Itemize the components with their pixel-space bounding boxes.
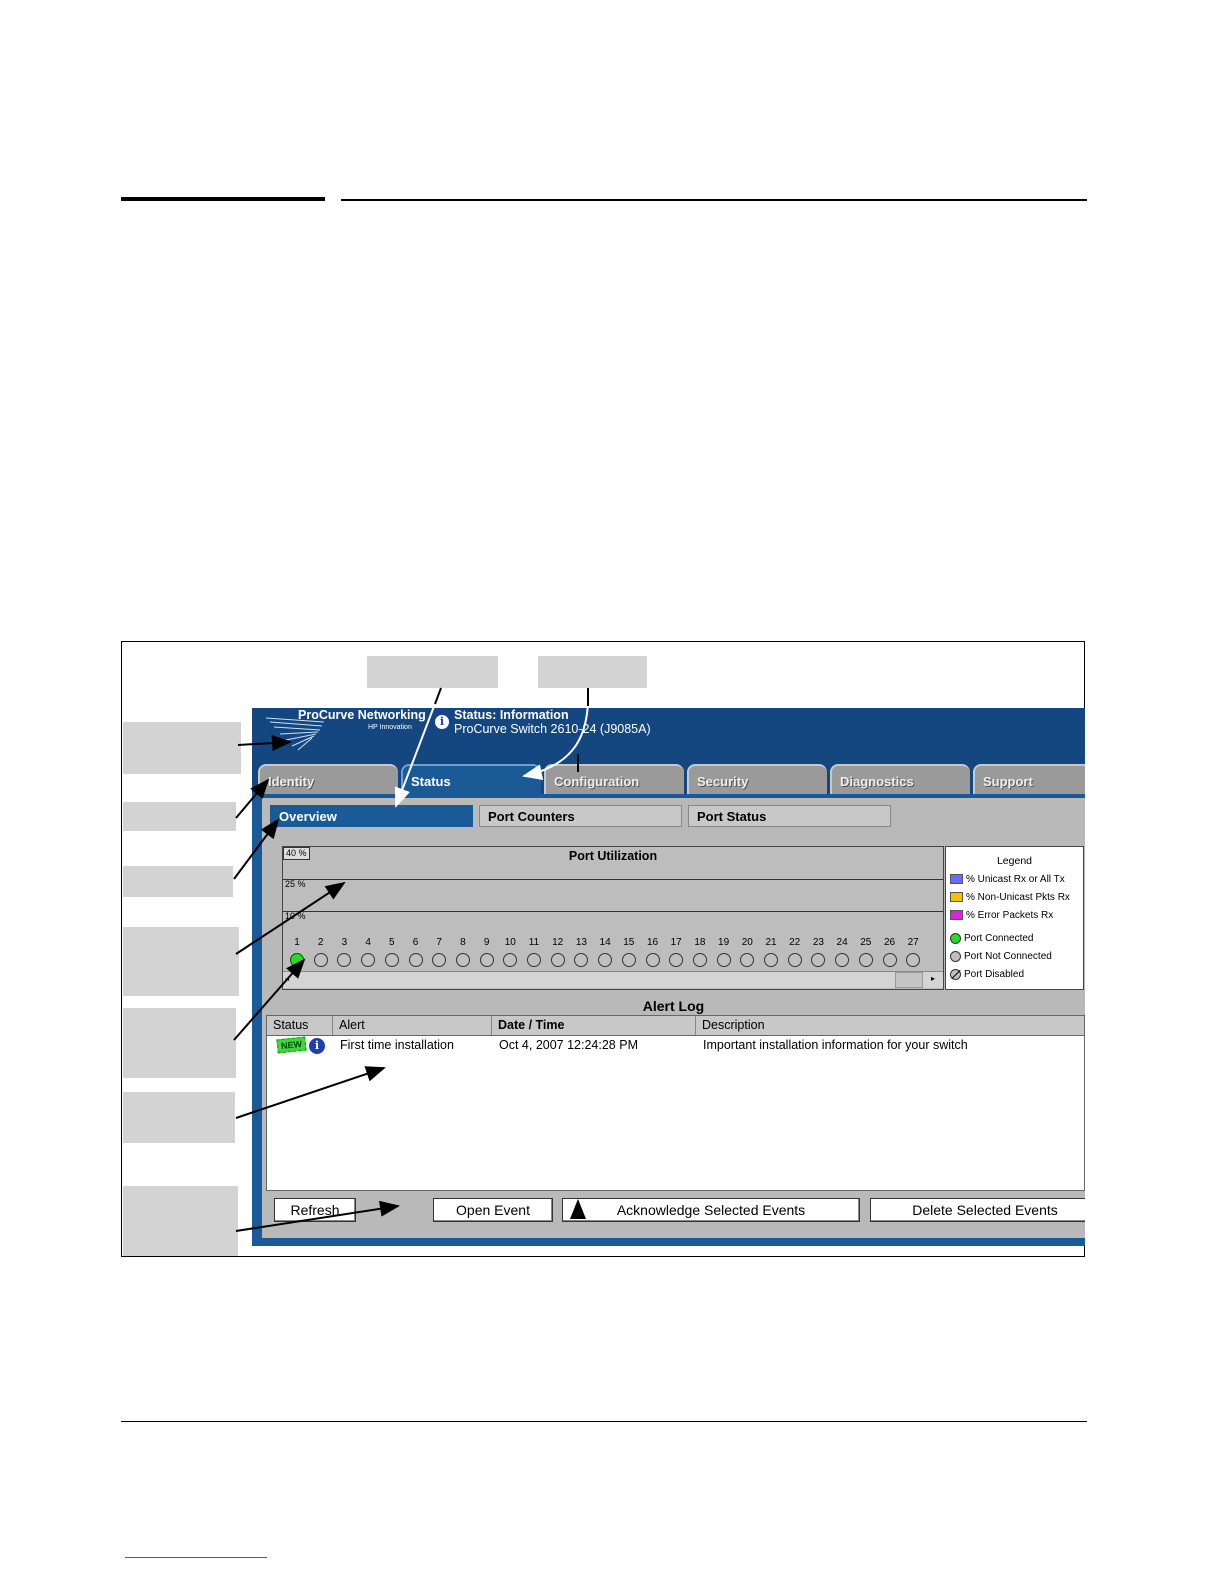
acknowledge-events-button[interactable]: Acknowledge Selected Events	[562, 1198, 860, 1222]
scroll-left-icon[interactable]: ◂	[285, 974, 290, 983]
col-date-time[interactable]: Date / Time	[492, 1016, 696, 1035]
port-number: 21	[765, 937, 777, 948]
brand-tagline: HP Innovation	[368, 724, 412, 731]
y-tick-label: 40 %	[283, 847, 310, 860]
legend-non-unicast: % Non-Unicast Pkts Rx	[950, 892, 1070, 903]
tab-identity[interactable]: Identity	[258, 764, 398, 794]
port-number: 25	[860, 937, 872, 948]
port-number: 18	[694, 937, 706, 948]
port-number: 6	[412, 937, 419, 948]
subtab-port-status[interactable]: Port Status	[688, 805, 891, 827]
chart-title: Port Utilization	[568, 849, 658, 863]
tab-status[interactable]: Status	[401, 764, 541, 794]
arrow-overview-lead	[435, 688, 441, 704]
tab-support[interactable]: Support	[973, 764, 1085, 794]
col-description[interactable]: Description	[702, 1018, 765, 1032]
port-number: 23	[812, 937, 824, 948]
port-number: 16	[646, 937, 659, 948]
port-number: 10	[504, 937, 516, 948]
description-cell: Important installation information for your switch	[703, 1038, 968, 1052]
port-number: 2	[317, 937, 324, 948]
legend-disabled: Port Disabled	[950, 969, 1024, 980]
alert-cell[interactable]: First time installation	[340, 1038, 454, 1052]
arrow-tabs	[236, 780, 268, 818]
brand-name: ProCurve Networking	[298, 708, 426, 722]
y-tick-label: 10 %	[285, 911, 306, 921]
status-title: Status: Information	[454, 708, 569, 722]
y-tick-label: 25 %	[285, 879, 306, 889]
legend-not-connected: Port Not Connected	[950, 951, 1052, 962]
alert-log-title: Alert Log	[642, 998, 705, 1014]
open-event-button[interactable]: Open Event	[433, 1198, 553, 1222]
subtab-port-counters[interactable]: Port Counters	[479, 805, 682, 827]
port-number: 20	[741, 937, 753, 948]
tab-diagnostics[interactable]: Diagnostics	[830, 764, 970, 794]
port-number: 11	[528, 937, 540, 948]
port-number: 24	[836, 937, 848, 948]
port-number: 27	[907, 937, 919, 948]
tab-configuration[interactable]: Configuration	[544, 764, 684, 794]
port-number: 14	[599, 937, 611, 948]
port-number: 3	[341, 937, 348, 948]
port-number: 7	[436, 937, 442, 948]
subtab-overview[interactable]: Overview	[270, 805, 473, 827]
delete-events-button[interactable]: Delete Selected Events	[870, 1198, 1085, 1222]
arrow-subtabs	[234, 820, 278, 879]
arrow-buttons	[236, 1206, 398, 1231]
port-number: 9	[483, 937, 490, 948]
new-badge: NEW	[276, 1037, 306, 1054]
refresh-button[interactable]: Refresh	[274, 1198, 356, 1222]
info-icon: i	[434, 714, 450, 730]
port-number: 1	[294, 937, 300, 948]
scroll-right-icon[interactable]: ▸	[931, 974, 936, 983]
port-number: 19	[718, 937, 730, 948]
port-number: 5	[389, 937, 395, 948]
legend-errors: % Error Packets Rx	[950, 910, 1053, 921]
legend-title: Legend	[996, 855, 1033, 867]
legend-connected: Port Connected	[950, 933, 1034, 944]
port-number: 17	[670, 937, 682, 948]
col-status[interactable]: Status	[267, 1016, 333, 1035]
port-number: 8	[460, 937, 466, 948]
port-number: 13	[575, 937, 587, 948]
legend-unicast: % Unicast Rx or All Tx	[950, 874, 1065, 885]
arrow-port-status	[234, 960, 304, 1040]
port-number: 12	[552, 937, 564, 948]
port-number: 26	[883, 937, 896, 948]
arrow-utilization	[236, 883, 344, 954]
port-number: 15	[623, 937, 635, 948]
col-alert[interactable]: Alert	[333, 1016, 492, 1035]
port-number: 4	[365, 937, 371, 948]
date-time-cell: Oct 4, 2007 12:24:28 PM	[499, 1038, 638, 1052]
info-icon[interactable]: i	[309, 1038, 325, 1054]
tab-security[interactable]: Security	[687, 764, 827, 794]
arrow-alert-log	[236, 1068, 384, 1118]
device-model: ProCurve Switch 2610-24 (J9085A)	[454, 722, 651, 736]
port-number: 22	[789, 937, 801, 948]
arrow-overview	[396, 688, 441, 806]
arrow-logo	[238, 742, 290, 745]
